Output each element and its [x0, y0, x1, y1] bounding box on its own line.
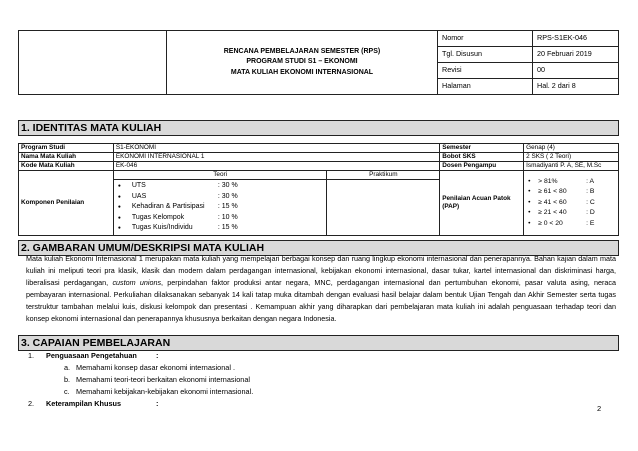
pap-item: • ≥ 41 < 60 : C [524, 198, 618, 209]
capaian-subitem: a. Memahami konsep dasar ekonomi internasional . [64, 363, 235, 372]
section-header-gambaran: 2. GAMBARAN UMUM/DESKRIPSI MATA KULIAH [18, 240, 619, 256]
pap-item: • ≥ 61 < 80 : B [524, 187, 618, 198]
section-header-identitas: 1. IDENTITAS MATA KULIAH [18, 120, 619, 136]
title-line-3: MATA KULIAH EKONOMI INTERNASIONAL [230, 68, 374, 76]
label-bobot-sks: Bobot SKS [440, 153, 524, 162]
identity-table [18, 143, 619, 236]
label-komponen-penilaian: Komponen Penilaian [19, 171, 114, 236]
meta-value-tgl: 20 Februari 2019 [533, 47, 619, 63]
header-praktikum: Praktikum [327, 171, 440, 180]
pap-cell [524, 171, 619, 236]
meta-value-nomor: RPS-S1EK-046 [533, 31, 619, 47]
pap-item: • > 81% : A [524, 177, 618, 188]
page-number: 2 [597, 404, 602, 413]
label-pap: Penilaian Acuan Patok (PAP) [440, 171, 524, 236]
rps-header-table [18, 30, 619, 95]
meta-value-revisi: 00 [533, 63, 619, 79]
course-description: Mata kuliah Ekonomi Internasional 1 merupakan mata kuliah yang mempelajari berbagai konsep dan ruang lingkup ekonomi internasional dan penerapannya. Bahan kajian dalam mata kuliah ini meliputi teori pra klasik, klasik dan modern dalam perdagangan internasional, kebijakan ekonomi internasional, dasar tukar, kartel internasional dan diskriminasi harga, liberalisasi perdagangan, custom unions, perpindahan faktor produksi antar negara, MNC, perdagangan internasional dan pertumbuhan ekonomi, pasar valuta asing, neraca pembayaran internasional. Perkuliahan dilaksanakan sebanyak 14 kali tatap muka ditambah dengan evaluasi hasil belajar dalam bentuk Ujian Tengah dan Akhir Semester serta tugas terstruktur tambahan melalui kuis, diskusi kelompok dan presentasi . Kemampuan akhir yang diharapkan dari pembelajaran mata kuliah ini adalah penguasaan terhadap teori dan konsep ekonomi internasional dan penerapannya khususnya berkaitan dengan negara Indonesia. [26, 254, 617, 324]
document-title [167, 31, 438, 95]
meta-key-tgl: Tgl. Disusun [438, 47, 533, 63]
value-nama-mata-kuliah: EKONOMI INTERNASIONAL 1 [113, 153, 439, 162]
header-teori: Teori [113, 171, 327, 180]
komponen-item: ● Kehadiran & Partisipasi : 15 % [114, 202, 327, 213]
title-line-2: PROGRAM STUDI S1 – EKONOMI [246, 58, 358, 66]
capaian-subitem: b. Memahami teori-teori berkaitan ekonomi internasional [64, 375, 250, 384]
section-header-capaian: 3. CAPAIAN PEMBELAJARAN [18, 335, 619, 351]
komponen-item: ● Tugas Kuis/Individu : 15 % [114, 223, 327, 234]
capaian-subitem: c. Memahami kebijakan-kebijakan ekonomi internasional. [64, 387, 254, 396]
value-kode-mata-kuliah: EK-046 [113, 162, 439, 171]
komponen-praktikum-cell [327, 180, 440, 236]
label-semester: Semester [440, 144, 524, 153]
label-program-studi: Program Studi [19, 144, 114, 153]
capaian-item-2: 2. Keterampilan Khusus : [28, 399, 159, 408]
komponen-teori-cell [113, 180, 327, 236]
meta-key-nomor: Nomor [438, 31, 533, 47]
label-kode-mata-kuliah: Kode Mata Kuliah [19, 162, 114, 171]
capaian-item-1: 1. Penguasaan Pengetahuan : [28, 351, 159, 360]
komponen-item: ● UTS : 30 % [114, 181, 327, 192]
pap-item: • ≥ 0 < 20 : E [524, 219, 618, 230]
meta-key-revisi: Revisi [438, 63, 533, 79]
value-semester: Genap (4) [524, 144, 619, 153]
label-dosen-pengampu: Dosen Pengampu [440, 162, 524, 171]
logo-cell [19, 31, 167, 95]
pap-list [524, 177, 618, 230]
komponen-list [114, 181, 327, 234]
value-dosen-pengampu: Ismadiyanti P. A, SE, M.Sc [524, 162, 619, 171]
value-bobot-sks: 2 SKS ( 2 Teori) [524, 153, 619, 162]
capaian-list [18, 350, 619, 410]
value-program-studi: S1-EKONOMI [113, 144, 439, 153]
komponen-item: ● UAS : 30 % [114, 192, 327, 203]
title-line-1: RENCANA PEMBELAJARAN SEMESTER (RPS) [223, 48, 381, 56]
label-nama-mata-kuliah: Nama Mata Kuliah [19, 153, 114, 162]
meta-value-halaman: Hal. 2 dari 8 [533, 79, 619, 95]
komponen-item: ● Tugas Kelompok : 10 % [114, 213, 327, 224]
meta-key-halaman: Halaman [438, 79, 533, 95]
pap-item: • ≥ 21 < 40 : D [524, 208, 618, 219]
